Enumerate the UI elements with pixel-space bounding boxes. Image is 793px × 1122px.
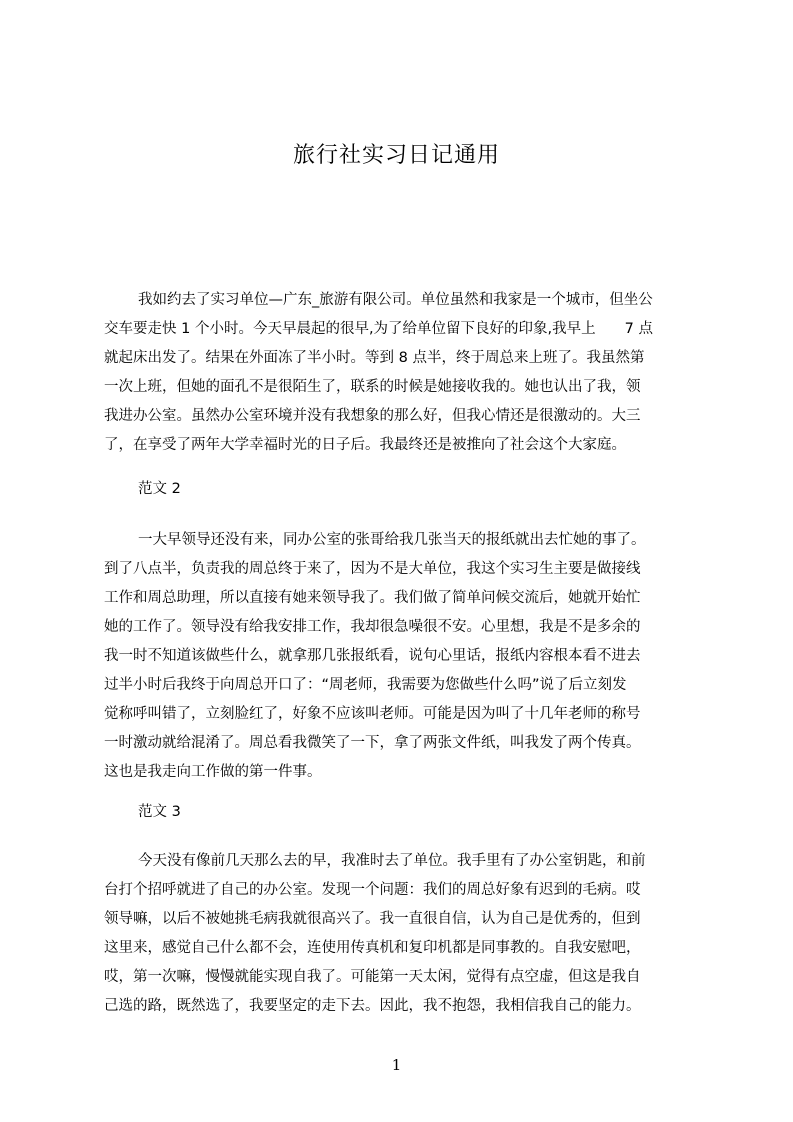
text-line: 交车要走快 1 个小时。今天早晨起的很早,为了给单位留下良好的印象,我早上 7 点	[104, 321, 653, 337]
text-line: 我一时不知道该做些什么，就拿那几张报纸看，说句心里话，报纸内容根本看不进去	[104, 648, 641, 664]
section-heading-3: 范文 3	[138, 804, 181, 820]
text-line: 一大早领导还没有来，同办公室的张哥给我几张当天的报纸就出去忙她的事了。	[138, 532, 646, 548]
text-line: 了，在享受了两年大学幸福时光的日子后。我最终还是被推向了社会这个大家庭。	[104, 437, 626, 453]
section-heading-2: 范文 2	[138, 481, 181, 497]
text-line: 到了八点半，负责我的周总终于来了，因为不是大单位，我这个实习生主要是做接线	[104, 561, 641, 577]
page-number: 1	[391, 1056, 402, 1074]
text-line: 今天没有像前几天那么去的早，我准时去了单位。我手里有了办公室钥匙，和前	[138, 853, 646, 869]
paragraph-1	[104, 286, 710, 460]
text-line: 领导嘛，以后不被她挑毛病我就很高兴了。我一直很自信，认为自己是优秀的，但到	[104, 911, 641, 927]
document-title: 旅行社实习日记通用	[292, 143, 500, 168]
text-line: 我进办公室。虽然办公室环境并没有我想象的那么好，但我心情还是很激动的。大三	[104, 408, 641, 424]
text-line: 我如约去了实习单位—广东_旅游有限公司。单位虽然和我家是一个城市，但坐公	[138, 292, 653, 308]
text-line: 这也是我走向工作做的第一件事。	[104, 764, 322, 780]
text-line: 这里来，感觉自己什么都不会，连使用传真机和复印机都是同事教的。自我安慰吧，	[104, 940, 641, 956]
text-line: 觉称呼叫错了，立刻脸红了，好象不应该叫老师。可能是因为叫了十几年老师的称号	[104, 706, 641, 722]
text-line: 工作和周总助理，所以直接有她来领导我了。我们做了简单问候交流后，她就开始忙	[104, 590, 641, 606]
paragraph-3	[104, 847, 710, 1021]
text-line: 哎，第一次嘛，慢慢就能实现自我了。可能第一天太闲，觉得有点空虚，但这是我自	[104, 969, 641, 985]
text-line: 己选的路，既然选了，我要坚定的走下去。因此，我不抱怨，我相信我自己的能力。	[104, 998, 641, 1014]
text-line: 一次上班，但她的面孔不是很陌生了，联系的时候是她接收我的。她也认出了我，领	[104, 379, 641, 395]
text-line: 她的工作了。领导没有给我安排工作，我却很急噪很不安。心里想，我是不是多余的	[104, 619, 641, 635]
paragraph-2	[104, 526, 710, 787]
text-line: 台打个招呼就进了自己的办公室。发现一个问题：我们的周总好象有迟到的毛病。哎	[104, 882, 641, 898]
text-line: 过半小时后我终于向周总开口了：“周老师，我需要为您做些什么吗”说了后立刻发	[104, 677, 627, 693]
text-line: 就起床出发了。结果在外面冻了半小时。等到 8 点半，终于周总来上班了。我虽然第	[104, 350, 645, 366]
text-line: 一时激动就给混淆了。周总看我微笑了一下，拿了两张文件纸，叫我发了两个传真。	[104, 735, 641, 751]
